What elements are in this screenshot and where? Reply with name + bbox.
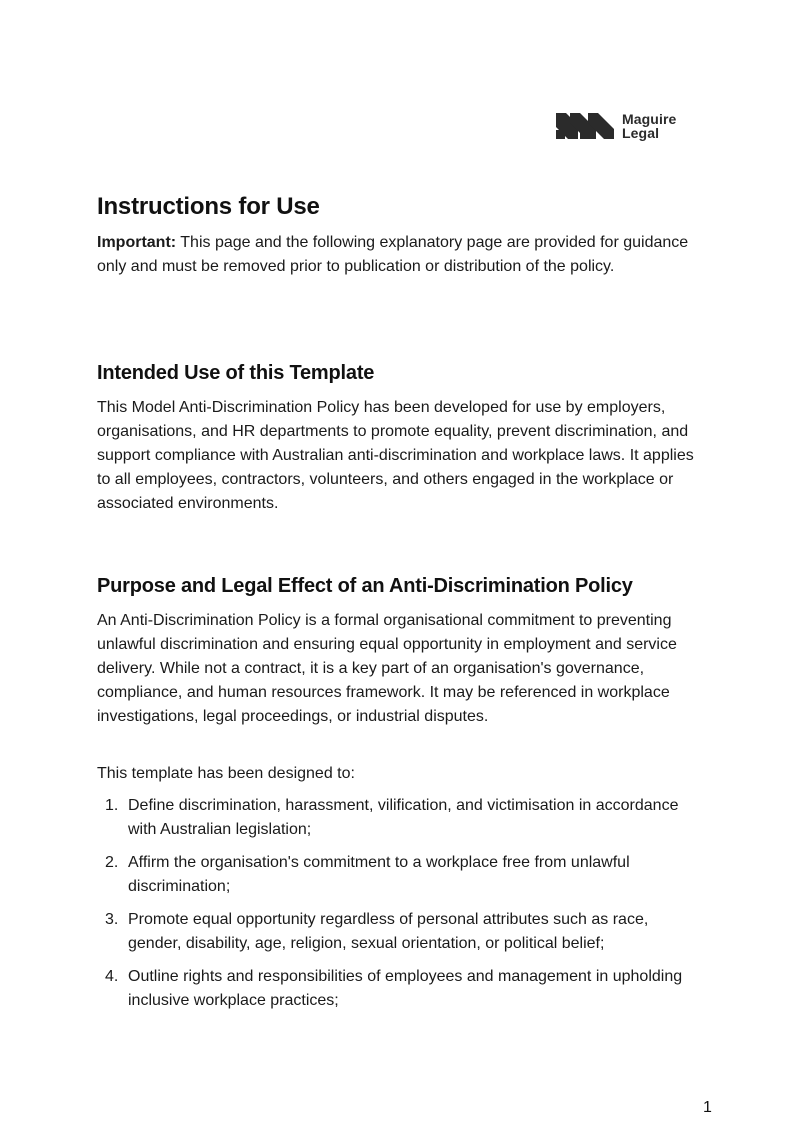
important-paragraph	[97, 231, 697, 279]
list-text: Promote equal opportunity regardless of personal attributes such as race, gender, disability, age, religion, sexual orientation, or political belief;	[128, 911, 649, 952]
purpose-heading: Purpose and Legal Effect of an Anti-Discrimination Policy	[97, 575, 633, 597]
list-number: 1.	[105, 797, 119, 814]
list-intro: This template has been designed to:	[97, 765, 355, 782]
list-number: 3.	[105, 911, 119, 928]
page-number: 1	[703, 1099, 712, 1116]
list-number: 4.	[105, 968, 119, 985]
list-item	[97, 851, 697, 899]
logo-line-2: Legal	[622, 125, 660, 141]
list-text: Affirm the organisation's commitment to a workplace free from unlawful discrimination;	[128, 854, 630, 895]
brand-logo	[556, 112, 676, 140]
purpose-paragraph: An Anti-Discrimination Policy is a formal organisational commitment to preventing unlawful discrimination and ensuring equal opportunity in employment and service delivery. While not a contract, it is a key part of an organisation's governance, compliance, and human resources framework. It may be referenced in workplace investigations, legal proceedings, or industrial disputes.	[97, 612, 677, 725]
important-label: Important:	[97, 234, 177, 251]
intended-use-heading: Intended Use of this Template	[97, 362, 375, 384]
logo-line-1: Maguire	[622, 111, 677, 127]
list-item	[97, 965, 697, 1013]
intended-use-paragraph: This Model Anti-Discrimination Policy has been developed for use by employers, organisations, and HR departments to promote equality, prevent discrimination, and support compliance with Australian anti-discrimination and workplace laws. It applies to all employees, contractors, volunteers, and others engaged in the workplace or associated environments.	[97, 399, 694, 512]
list-text: Define discrimination, harassment, vilification, and victimisation in accordance with Australian legislation;	[128, 797, 679, 838]
list-item	[97, 908, 697, 956]
purpose-list	[97, 794, 697, 1022]
list-number: 2.	[105, 854, 119, 871]
important-text: This page and the following explanatory page are provided for guidance only and must be removed prior to publication or distribution of the policy.	[97, 234, 689, 275]
logo-wordmark	[622, 112, 676, 140]
maguire-legal-logo-icon	[556, 113, 614, 139]
instructions-heading: Instructions for Use	[97, 193, 320, 220]
list-text: Outline rights and responsibilities of employees and management in upholding inclusive workplace practices;	[128, 968, 683, 1009]
list-item	[97, 794, 697, 842]
